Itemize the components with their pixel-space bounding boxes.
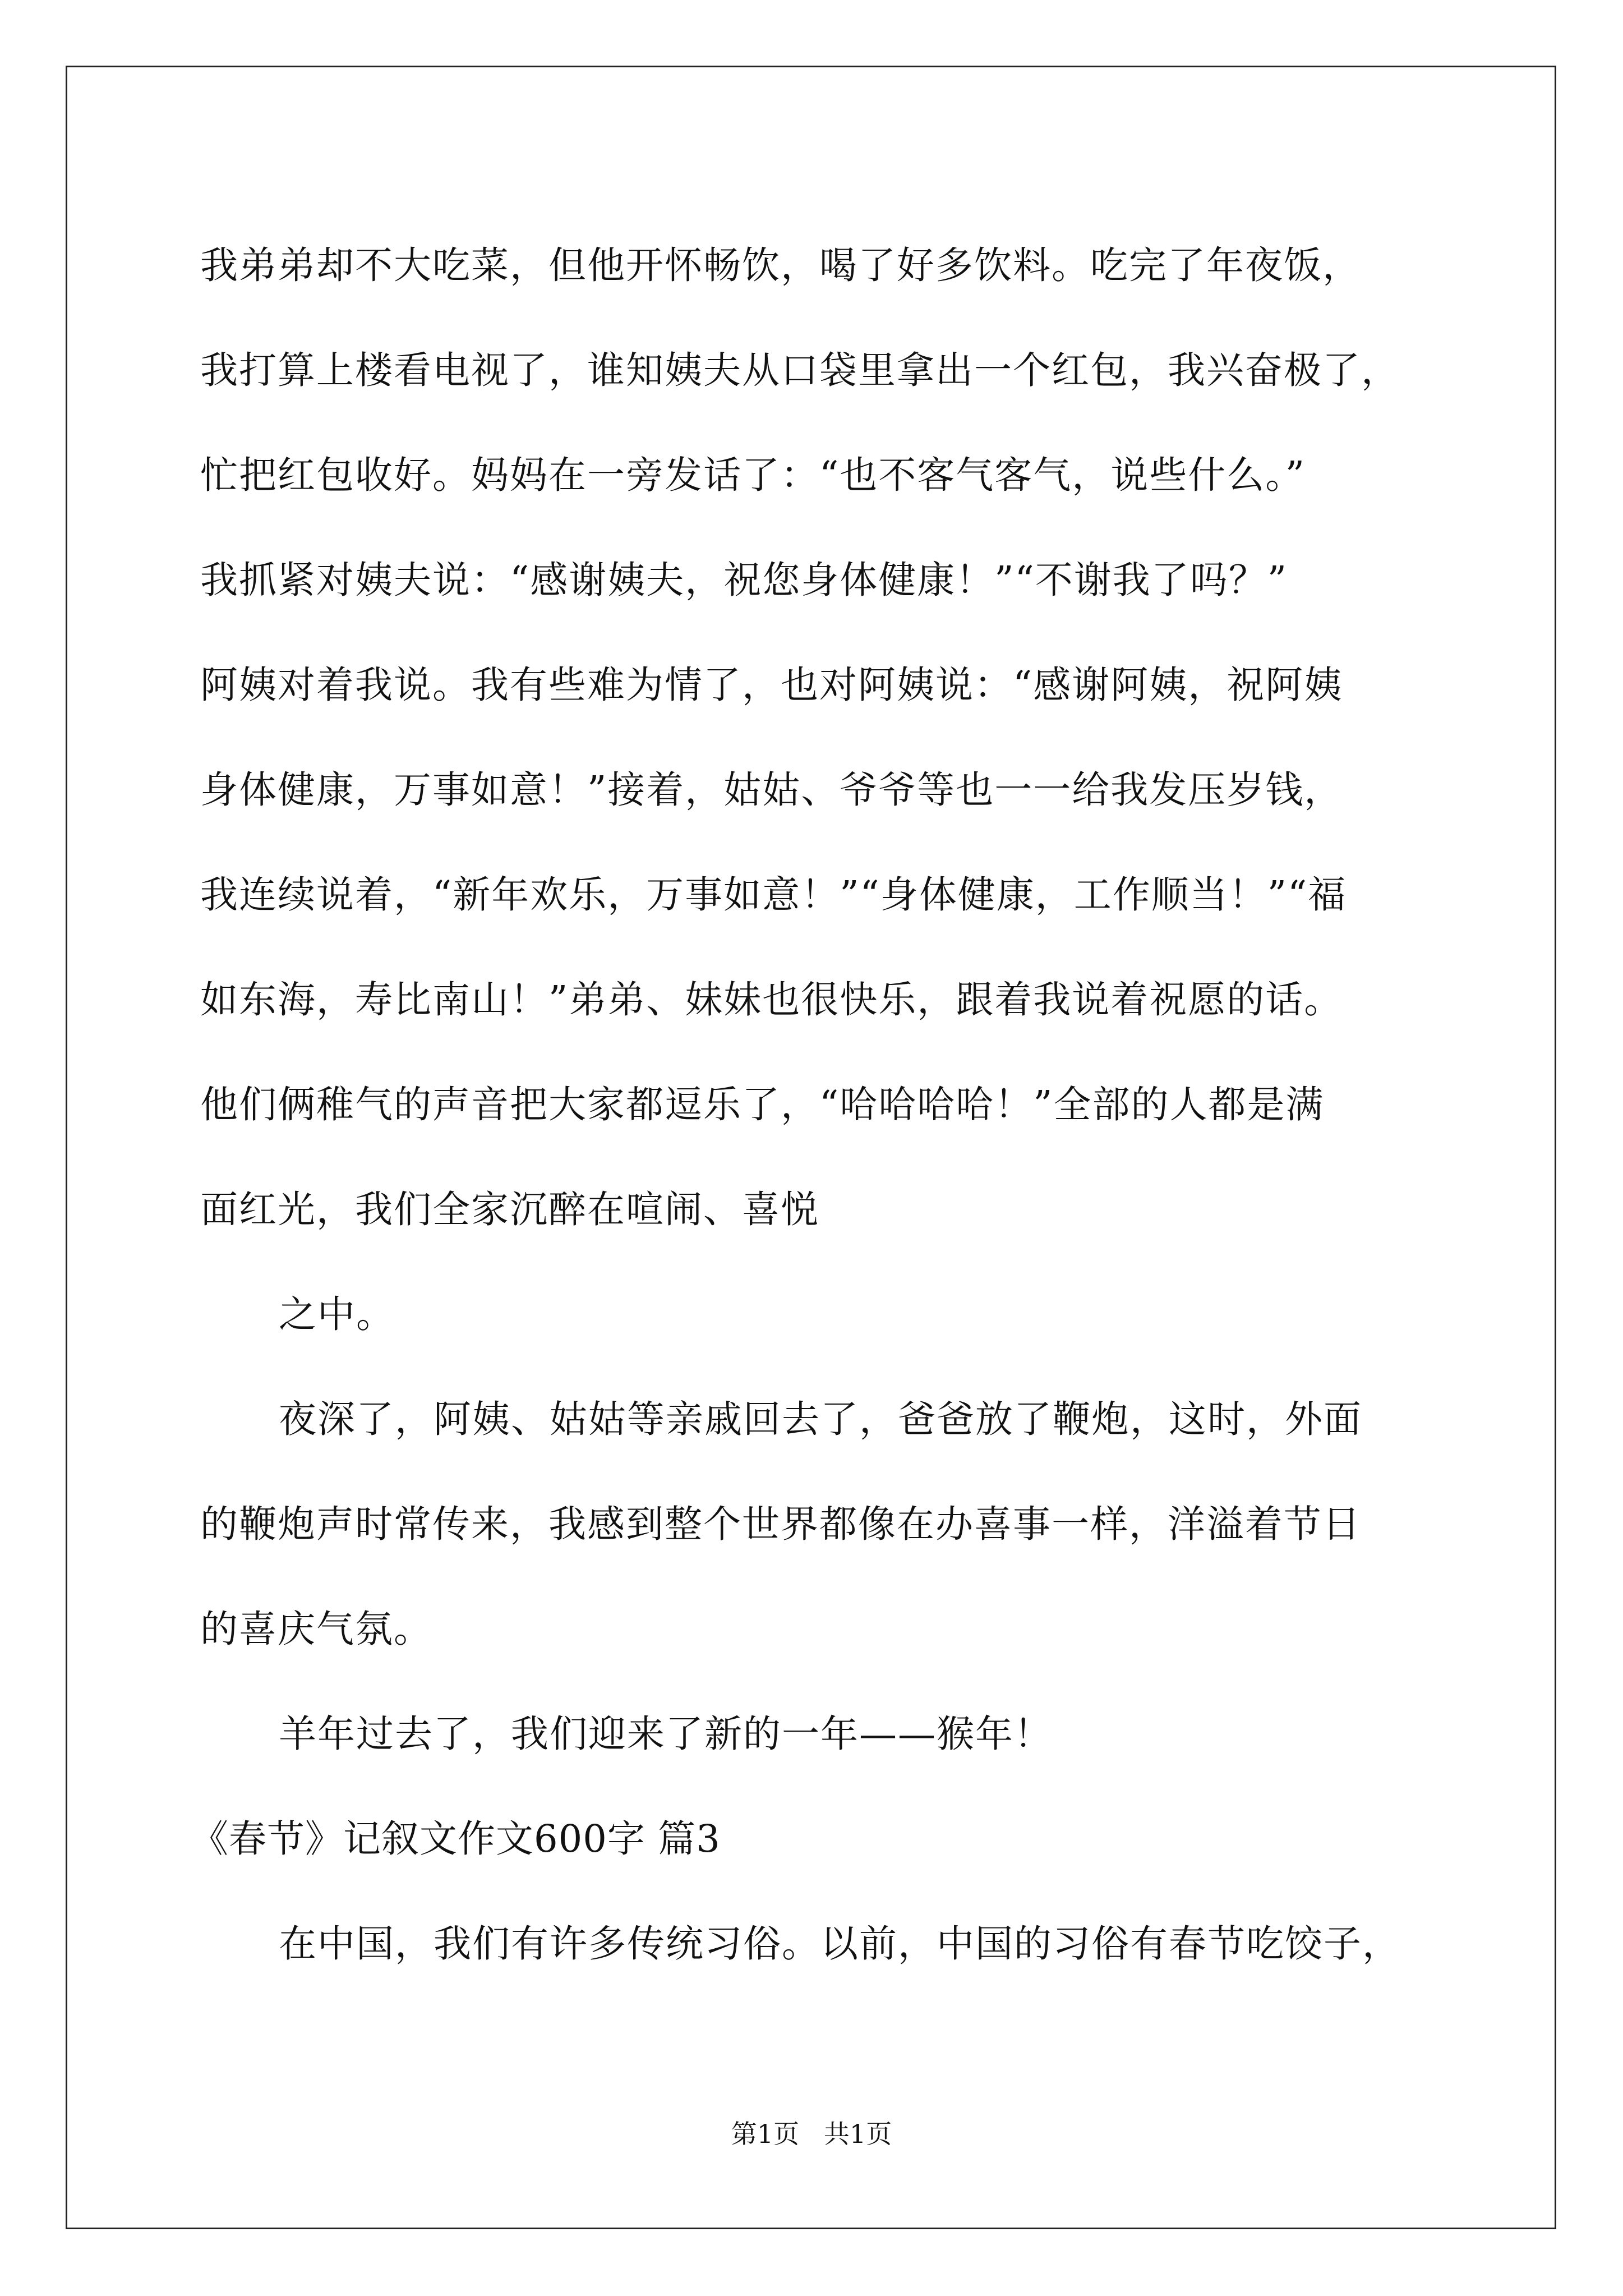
text-line: 身体健康，万事如意！”接着，姑姑、爷爷等也一一给我发压岁钱， [200, 768, 1343, 812]
text-line: 我连续说着，“新年欢乐，万事如意！”“身体健康，工作顺当！”“福 [200, 873, 1347, 917]
text-line: 我弟弟却不大吃菜，但他开怀畅饮，喝了好多饮料。吃完了年夜饭， [200, 243, 1361, 287]
text-line: 在中国，我们有许多传统习俗。以前，中国的习俗有春节吃饺子， [279, 1922, 1401, 1966]
text-line: 的喜庆气氛。 [200, 1607, 432, 1651]
text-line: 阿姨对着我说。我有些难为情了，也对阿姨说：“感谢阿姨，祝阿姨 [200, 663, 1343, 707]
text-line: 夜深了，阿姨、姑姑等亲戚回去了，爸爸放了鞭炮，这时，外面 [279, 1397, 1362, 1441]
text-line: 如东海，寿比南山！”弟弟、妹妹也很快乐，跟着我说着祝愿的话。 [200, 978, 1343, 1022]
text-line: 我抓紧对姨夫说：“感谢姨夫，祝您身体健康！”“不谢我了吗？” [200, 558, 1288, 602]
text-line: 羊年过去了，我们迎来了新的一年——猴年！ [279, 1712, 1053, 1756]
text-line: 之中。 [279, 1292, 395, 1336]
text-line: 忙把红包收好。妈妈在一旁发话了：“也不客气客气，说些什么。” [200, 453, 1306, 497]
text-line: 他们俩稚气的声音把大家都逗乐了，“哈哈哈哈！”全部的人都是满 [200, 1083, 1325, 1126]
text-line: 的鞭炮声时常传来，我感到整个世界都像在办喜事一样，洋溢着节日 [200, 1502, 1361, 1546]
document-body [191, 213, 1462, 1996]
page-footer: 第1页 共1页 [731, 2119, 892, 2149]
text-line: 面红光，我们全家沉醉在喧闹、喜悦 [200, 1188, 819, 1231]
section-title: 《春节》记叙文作文600字 篇3 [191, 1817, 721, 1861]
text-line: 我打算上楼看电视了，谁知姨夫从口袋里拿出一个红包，我兴奋极了， [200, 348, 1400, 392]
